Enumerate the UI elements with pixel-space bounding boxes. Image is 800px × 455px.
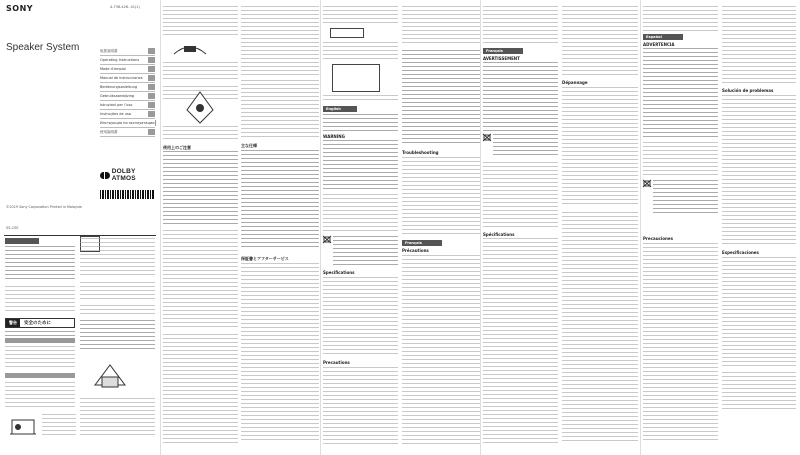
- spec-table: [483, 238, 558, 443]
- text-block: [5, 286, 75, 314]
- specifications-heading: Specifications: [323, 270, 355, 275]
- text-block: [163, 126, 238, 140]
- language-tab: [148, 57, 155, 63]
- dolby-icon: [100, 172, 110, 179]
- text-block: [402, 255, 480, 445]
- text-block: [163, 6, 238, 36]
- text-block: [402, 6, 480, 46]
- text-block: [241, 6, 319, 76]
- text-block: [163, 151, 238, 226]
- language-tab: [148, 84, 155, 90]
- wall-mount-illustration: [185, 90, 215, 125]
- text-block: [643, 243, 718, 443]
- text-block: [42, 414, 76, 436]
- spec-table: [722, 257, 796, 367]
- caution-label: [332, 64, 380, 92]
- language-tab: [148, 75, 155, 81]
- text-block: [5, 346, 75, 370]
- safety-banner-title: 安全のために: [24, 321, 51, 326]
- language-tab: [148, 93, 155, 99]
- spanish-tab: Español: [643, 34, 683, 40]
- text-block: [5, 382, 75, 408]
- cover-panel: [0, 0, 160, 455]
- text-block: [643, 142, 718, 176]
- panel-divider: [160, 0, 161, 455]
- text-block: [722, 6, 796, 84]
- text-block: [5, 246, 75, 282]
- language-item: Mode d’emploi: [100, 65, 155, 74]
- product-title: Speaker System: [6, 42, 80, 53]
- band: [5, 338, 75, 343]
- panel-divider: [320, 0, 321, 455]
- text-block: [562, 87, 638, 207]
- speaker-handling-illustration: [90, 355, 130, 395]
- text-block: [483, 62, 558, 132]
- language-item: Gebruiksaanwijzing: [100, 92, 155, 101]
- english-tab: English: [323, 106, 357, 112]
- text-block: [333, 236, 398, 266]
- specifications-fr-heading: Spécifications: [483, 232, 515, 237]
- dolby-atmos-logo: DOLBY ATMOS: [100, 168, 160, 182]
- language-item: Инструкция по эксплуатации: [100, 119, 155, 128]
- spec-heading: 主な仕様: [241, 143, 257, 148]
- panel-divider: [640, 0, 641, 455]
- language-tab: [148, 66, 155, 72]
- spec-table: [323, 277, 398, 357]
- weee-bin-icon: [643, 180, 651, 187]
- precautions-heading: Precautions: [323, 360, 350, 365]
- text-block: [80, 398, 155, 438]
- spec-table: [241, 150, 319, 250]
- depannage-heading: Dépannage: [562, 80, 588, 85]
- panel-divider: [480, 0, 481, 455]
- barcode: [100, 190, 155, 199]
- model-number: SS-CSE: [6, 226, 19, 230]
- text-block: [163, 230, 238, 330]
- text-block: [483, 6, 558, 46]
- text-block: [241, 263, 319, 443]
- text-block: [722, 95, 796, 245]
- precauciones-heading: Precauciones: [643, 236, 673, 241]
- warning-heading: WARNING: [323, 134, 345, 139]
- text-block: [402, 50, 480, 145]
- language-item: 取扱説明書: [100, 47, 155, 56]
- warning-label: 警告: [6, 319, 20, 327]
- precautions-fr-heading: Précautions: [402, 248, 429, 253]
- text-block: [80, 282, 155, 302]
- text-block: [163, 62, 238, 82]
- language-item: Manual de instrucciones: [100, 74, 155, 83]
- text-block: [323, 114, 398, 132]
- troubleshooting-heading: Troubleshooting: [402, 150, 439, 155]
- text-block: [241, 80, 319, 140]
- language-tab: [148, 48, 155, 54]
- especificaciones-heading: Especificaciones: [722, 250, 759, 255]
- language-list: [100, 47, 155, 137]
- french-tab: Français: [483, 48, 523, 54]
- speaker-illustration: [8, 412, 38, 440]
- text-block: [323, 6, 398, 26]
- label-box: [330, 28, 364, 38]
- text-block: [323, 194, 398, 234]
- text-block: [653, 180, 718, 214]
- part-number: 4-736-426- 41(1): [110, 5, 140, 9]
- language-item: Operating Instructions: [100, 56, 155, 65]
- text-block: [402, 157, 480, 237]
- french-tab: Français: [402, 240, 442, 246]
- language-item: 使用說明書: [100, 128, 155, 137]
- text-block: [722, 372, 796, 412]
- band: [5, 373, 75, 378]
- language-tab: [148, 102, 155, 108]
- section-tab: [5, 238, 39, 244]
- text-block: [562, 212, 638, 444]
- language-item: Instruções de uso: [100, 110, 155, 119]
- text-block: [323, 367, 398, 445]
- language-item: Bedienungsanleitung: [100, 83, 155, 92]
- solucion-heading: Solución de problemas: [722, 88, 774, 93]
- brand-logo: SONY: [6, 4, 34, 13]
- text-block: [80, 320, 155, 350]
- weee-bin-icon: [323, 236, 331, 243]
- advertencia-heading: ADVERTENCIA: [643, 42, 675, 47]
- language-tab: [148, 129, 155, 135]
- after-service-heading: 保証書とアフターサービス: [241, 256, 289, 261]
- safety-banner: [5, 318, 75, 328]
- text-block: [323, 140, 398, 190]
- text-block: [643, 6, 718, 32]
- language-tab: [148, 111, 155, 117]
- text-block: [5, 331, 75, 336]
- language-item: Istruzioni per l’uso: [100, 101, 155, 110]
- speaker-illustration: [170, 38, 210, 58]
- text-block: [483, 162, 558, 230]
- text-block: [562, 6, 638, 76]
- section-heading: 使用上のご注意: [163, 145, 191, 150]
- text-block: [80, 305, 155, 317]
- text-block: [493, 134, 558, 158]
- weee-bin-icon: [483, 134, 491, 141]
- text-block: [643, 48, 718, 138]
- text-block: [80, 238, 155, 278]
- text-block: [323, 42, 398, 62]
- text-block: [163, 334, 238, 444]
- copyright-text: ©2019 Sony Corporation Printed in Malaysia: [6, 205, 82, 209]
- text-block: [323, 95, 398, 103]
- attention-heading: AVERTISSEMENT: [483, 56, 520, 61]
